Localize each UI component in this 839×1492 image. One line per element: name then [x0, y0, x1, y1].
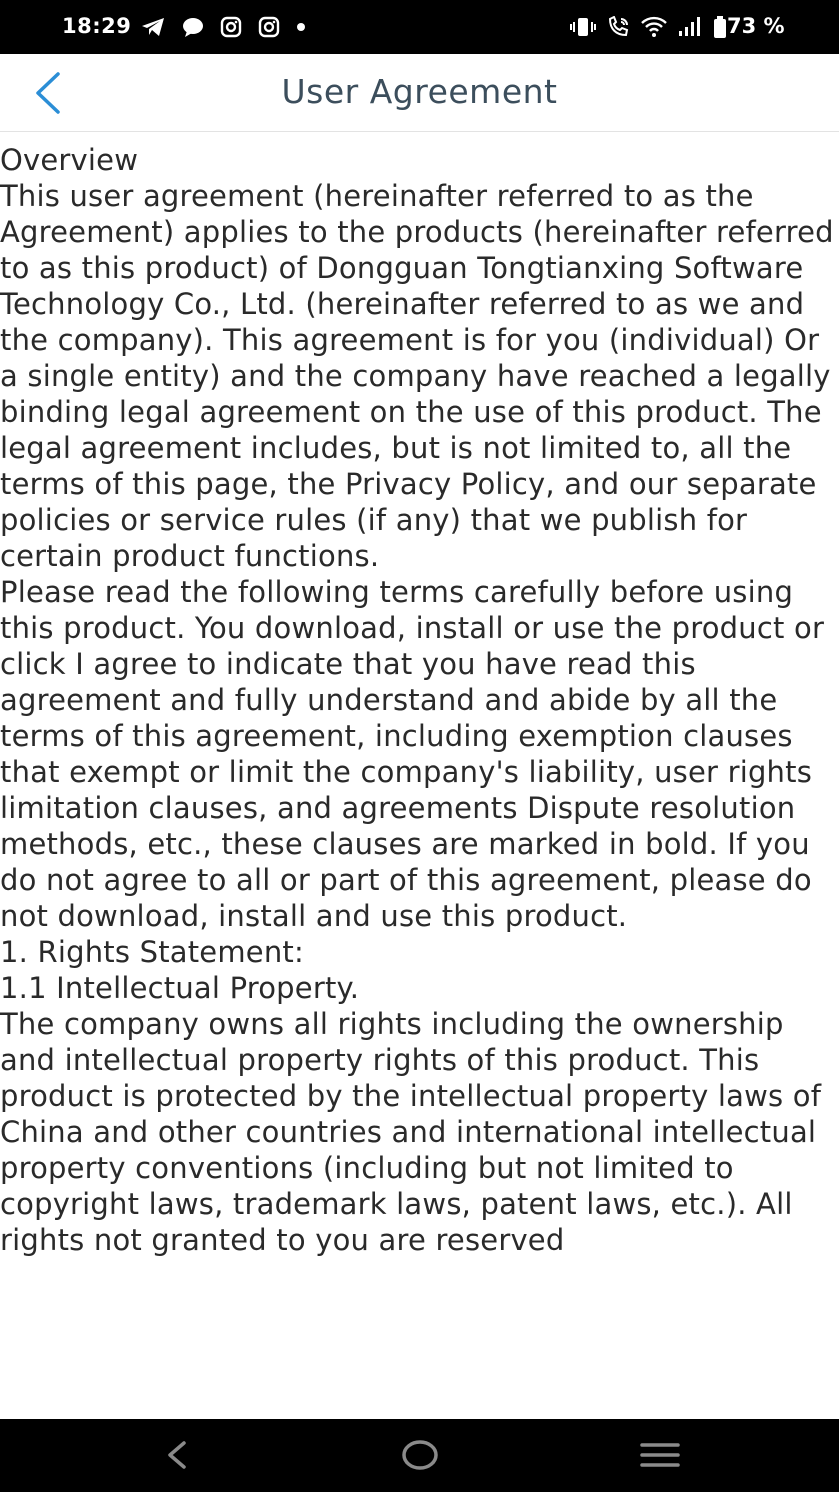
dot-icon	[296, 22, 306, 32]
notification-icons	[140, 12, 306, 42]
recents-nav-button[interactable]	[630, 1433, 690, 1477]
battery-percentage: 73 %	[727, 14, 785, 38]
home-nav-icon	[400, 1437, 440, 1473]
signal-icon	[677, 16, 703, 38]
home-nav-button[interactable]	[390, 1433, 450, 1477]
wifi-calling-icon	[607, 16, 631, 38]
battery-icon	[713, 16, 727, 38]
agreement-scroll-area[interactable]	[0, 132, 839, 1419]
telegram-icon	[140, 16, 166, 38]
recents-nav-icon	[639, 1440, 681, 1470]
back-nav-button[interactable]	[146, 1433, 206, 1477]
instagram-icon	[258, 16, 280, 38]
system-icons	[569, 12, 727, 42]
navigation-bar	[0, 1419, 839, 1492]
instagram-icon	[220, 16, 242, 38]
back-nav-icon	[162, 1439, 190, 1471]
status-bar	[0, 0, 839, 54]
page-title: User Agreement	[281, 72, 558, 111]
agreement-body-text: Overview This user agreement (hereinafter referred to as the Agreement) applies to the products (hereinafter referred to as this product) of Dongguan Tongtianxing Software Technology Co., Ltd. (hereinafter referred to as we and the company). This agreement is for you (individual) Or a single entity) and the company have reached a legally binding legal agreement on the use of this product. The legal agreement includes, but is not limited to, all the terms of this page, the Privacy Policy, and our separate policies or service rules (if any) that we publish for certain product functions. Please read the following terms carefully before using this product. You download, install or use the product or click I agree to indicate that you have read this agreement and fully understand and abide by all the terms of this agreement, including exemption clauses that exempt or limit the company's liability, user rights limitation clauses, and agreements Dispute resolution methods, etc., these clauses are marked in bold. If you do not agree to all or part of this agreement, please do not download, install and use this product. 1. Rights Statement: 1.1 Intellectual Property. The company owns all rights including the ownership and intellectual property rights of this product. This product is protected by the intellectual property laws of China and other countries and international intellectual property conventions (including but not limited to copyright laws, trademark laws, patent laws, etc.). All rights not granted to you are reserved	[0, 143, 834, 1257]
message-bubble-icon	[182, 16, 204, 38]
app-header	[0, 54, 839, 132]
vibrate-icon	[569, 16, 597, 38]
status-time: 18:29	[62, 14, 132, 38]
wifi-icon	[641, 16, 667, 38]
